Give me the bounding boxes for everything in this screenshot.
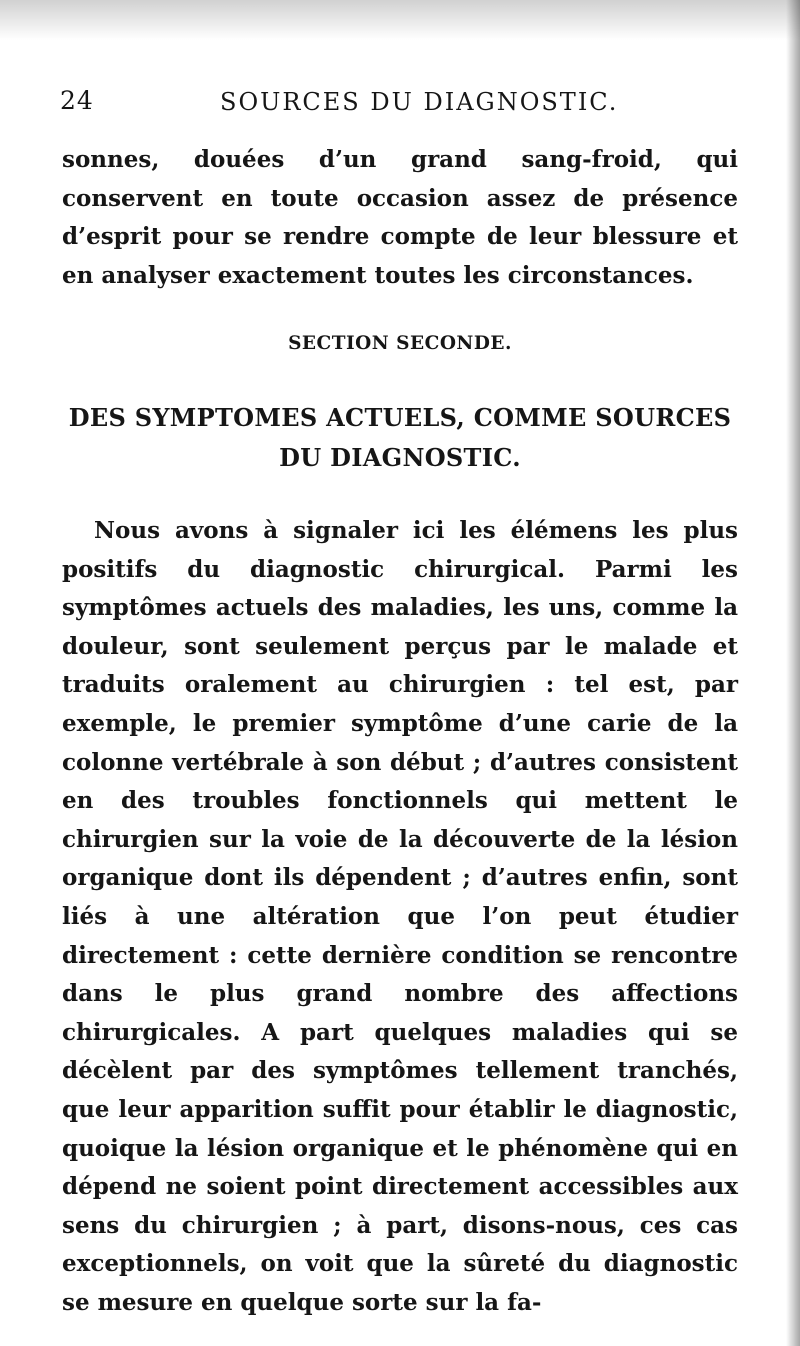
- page-edge-shadow: [786, 0, 800, 1346]
- body-text: [62, 512, 738, 1322]
- section-heading: DES SYMPTOMES ACTUELS, COMME SOURCES DU DIAGNOSTIC.: [68, 403, 732, 472]
- body-paragraph: Nous avons à signaler ici les élémens les plus positifs du diagnostic chirurgical. Parmi les symptômes actuels des maladies, les uns, comme la douleur, sont seulement perçus par le malade et traduits oralement au chirurgien : tel est, par exemple, le premier symptôme d’une carie de la colonne vertébrale à son début ; d’autres consistent en des troubles fonctionnels qui mettent le chirurgien sur la voie de la découverte de la lésion organique dont ils dépendent ; d’autres enfin, sont liés à une altération que l’on peut étudier directement : cette dernière condition se rencontre dans le plus grand nombre des affections chirurgicales. A part quelques maladies qui se décèlent par des symptômes tellement tranchés, que leur apparition suffit pour établir le diagnostic, quoique la lésion organique et le phénomène qui en dépend ne soient point directement accessibles aux sens du chirurgien ; à part, disons-nous, ces cas exceptionnels, on voit que la sûreté du diagnostic se mesure en quelque sorte sur la fa-: [62, 517, 738, 1316]
- running-title: SOURCES DU DIAGNOSTIC.: [220, 88, 619, 116]
- page-number: 24: [60, 86, 94, 115]
- page-top-shadow: [0, 0, 800, 40]
- intro-paragraph: sonnes, douées d’un grand sang-froid, qui conservent en toute occasion assez de présence d’esprit pour se rendre compte de leur blessure et en analyser exactement toutes les circonstances.: [62, 146, 738, 289]
- section-label: SECTION SECONDE.: [288, 333, 512, 354]
- page-header: [60, 86, 740, 126]
